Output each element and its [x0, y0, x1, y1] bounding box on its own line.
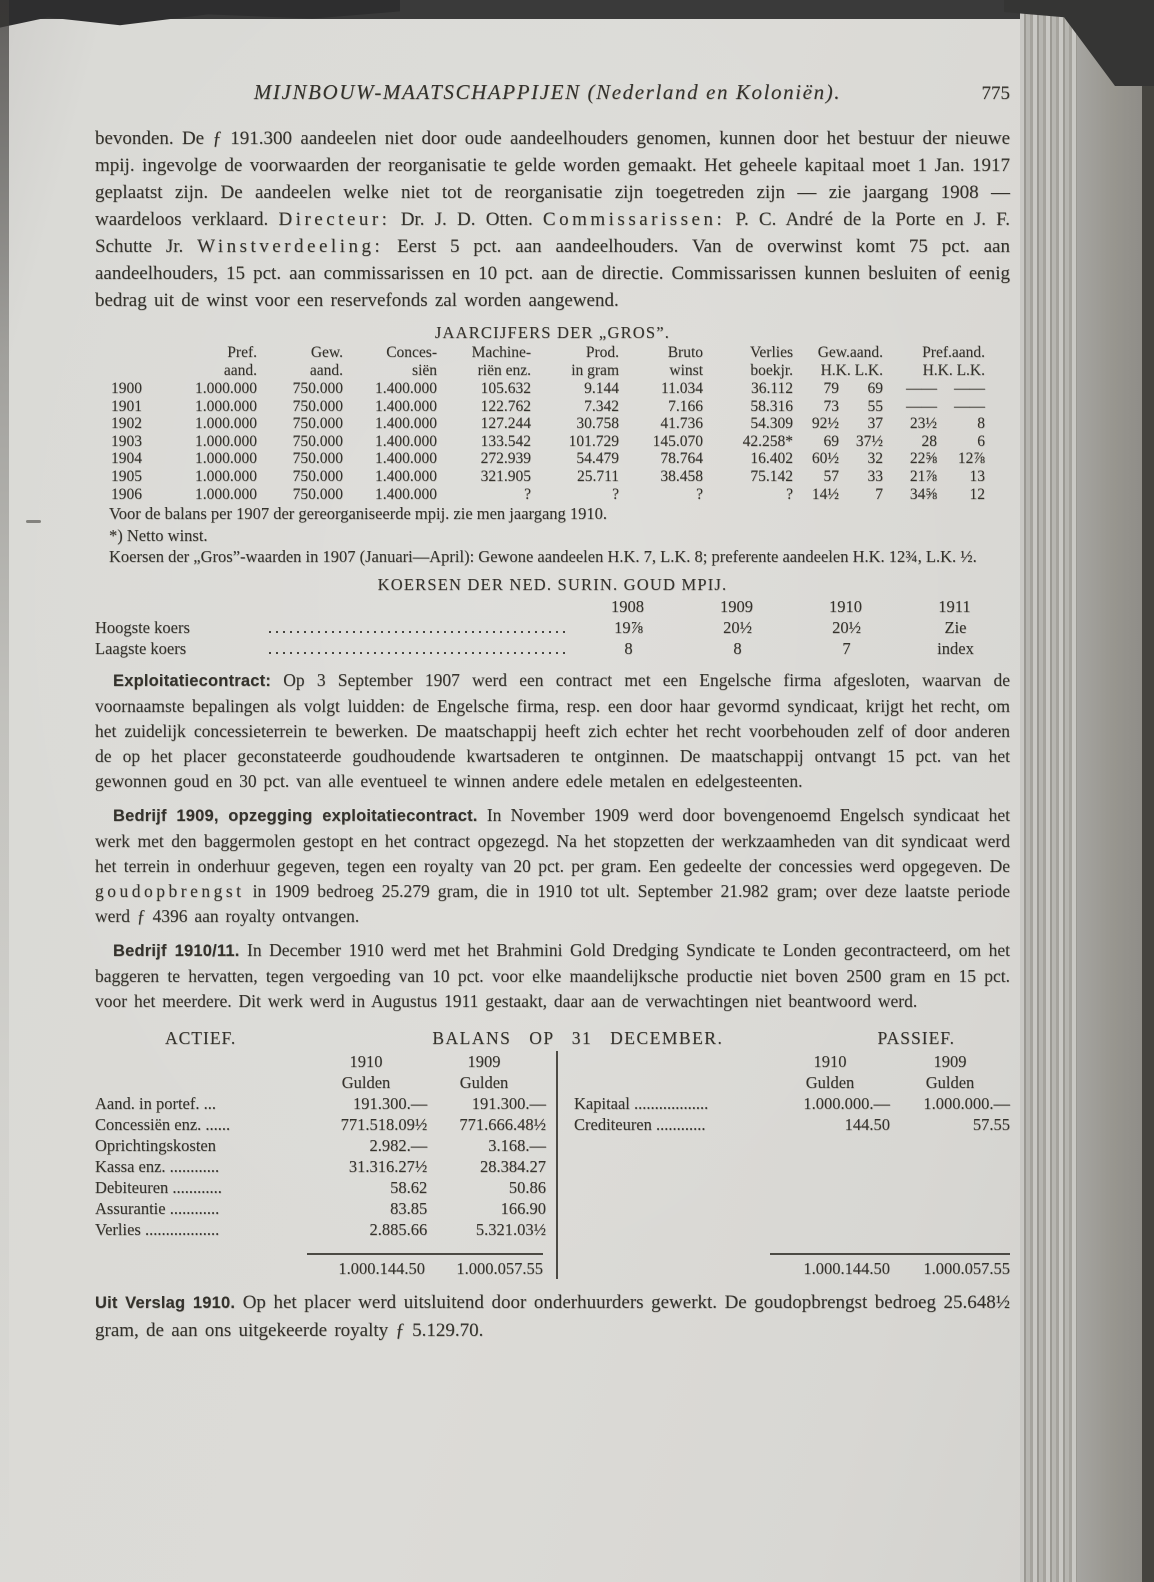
passief-year-1909: 1909: [933, 1051, 967, 1071]
table-row: 1904 1.000.000 750.000 1.400.000 272.939 54.479 78.764 16.402 60½ 32 22⅝ 12⅞: [111, 450, 985, 468]
jaarcijfers-section: [95, 322, 1010, 568]
note-netto-winst: *) Netto winst.: [109, 525, 208, 545]
intro-text-4: Eerst 5 pct. aan aandeelhouders. Van de overwinst komt 75 pct. aan aandeelhouders, 15 pct. aan commissarissen en 10 pct. aan de directie. Commissarissen kunnen besluiten of eenig bedrag uit de winst voor een reservefonds zal worden aangewend.: [95, 236, 1010, 311]
note-balans: Voor de balans per 1907 der gereorganiseerde mpij. zie men jaargang 1910.: [109, 504, 608, 524]
page-header: [95, 80, 1010, 105]
table-row: Kapitaal .................. 1.000.000.— 1.000.000.—: [574, 1093, 1010, 1113]
page-edge-flat: [1077, 0, 1143, 1582]
page-edge-dark: [1142, 0, 1154, 1582]
balans-body: [95, 1051, 1010, 1279]
table-row: Debiteuren ............ 58.62 50.86: [95, 1177, 546, 1197]
exploitatiecontract-label: Exploitatiecontract:: [113, 671, 272, 690]
koersen-row-hoogste: Hoogste koers 19⅞ 20½ 20½ Zie: [95, 617, 967, 637]
koersen-section: [95, 574, 1010, 659]
balans-header: [95, 1028, 1010, 1049]
year-1910: 1910: [829, 596, 862, 616]
table-row: 1902 1.000.000 750.000 1.400.000 127.244 30.758 41.736 54.309 92½ 37 23½ 8: [111, 415, 985, 433]
table-row: Oprichtingskosten 2.982.— 3.168.—: [95, 1135, 546, 1155]
actief-column: [95, 1051, 558, 1279]
col-machine: Machine-: [471, 344, 531, 361]
table-row: Kassa enz. ............ 31.316.27½ 28.384.27: [95, 1156, 546, 1176]
col-pref-aand: Pref.aand.: [922, 344, 985, 361]
goudopbrengst-spaced: goudopbrengst: [95, 880, 245, 901]
passief-total-row: 1.000.144.50 1.000.057.55: [574, 1253, 1010, 1279]
directeur-label: Directeur:: [278, 209, 391, 230]
col-verlies: Verlies: [749, 344, 793, 361]
book-page-edges: [1020, 0, 1154, 1582]
currency-label: Gulden: [341, 1072, 391, 1092]
bedrijf-1909-label: Bedrijf 1909, opzegging exploitatiecontract.: [113, 806, 478, 825]
actief-table: [95, 1093, 546, 1240]
jaarcijfers-table: [109, 344, 989, 503]
passief-table: [574, 1093, 1010, 1135]
section-bedrijf-1910-11: Bedrijf 1910/11. In December 1910 werd met het Brahmini Gold Dredging Syndicate te Londen gecontracteerd, om het baggeren te hervatten, tegen vergoeding van 10 pct. voor elke maandelijksche productie niet boven 2500 gram en 15 pct. voor het meerdere. Dit werk werd in Augustus 1911 gestaakt, daar aan de verwachtingen niet beantwoord werd.: [95, 939, 1010, 1011]
col-gew-aand: Gew.aand.: [817, 344, 883, 361]
balans-section: [95, 1028, 1010, 1279]
intro-text-3: P. C. André de la Porte en J. F. Schutte Jr.: [95, 209, 1010, 257]
year-1908: 1908: [611, 596, 644, 616]
col-pref: Pref.: [227, 344, 257, 361]
scan-corner-blotch: [0, 0, 400, 30]
page-edge-stripes: [1020, 0, 1080, 1582]
intro-text-2: Dr. J. D. Otten.: [390, 209, 543, 230]
table-row: Concessiën enz. ...... 771.518.09½ 771.666.48½: [95, 1114, 546, 1134]
winstverdeeling-label: Winstverdeeling:: [197, 236, 384, 257]
jaarcijfers-title: JAARCIJFERS DER „GROS”.: [434, 323, 671, 342]
table-row: 1905 1.000.000 750.000 1.400.000 321.905 25.711 38.458 75.142 57 33 21⅞ 13: [111, 467, 985, 485]
passief-label: PASSIEF.: [877, 1027, 955, 1048]
balans-title: BALANS OP 31 DECEMBER.: [432, 1027, 724, 1048]
table-row: 1900 1.000.000 750.000 1.400.000 105.632 9.144 11.034 36.112 79 69 —— ——: [111, 380, 985, 397]
uit-verslag-label: Uit Verslag 1910.: [95, 1293, 236, 1312]
intro-paragraph: [95, 125, 1010, 314]
section-exploitatiecontract: Exploitatiecontract: Op 3 September 1907 werd een contract met een Engelsche firma afgesloten, waarvan de voornaamste bepalingen als volgt luidden: de Engelsche firma, resp. een door haar gevormd syndicaat, krijgt het recht, om het zuidelijk concessieterrein te bewerken. De maatschappij heeft zich echter het recht voorbehouden zelf of door anderen de op het placer geconstateerde goudhoudende kwartsaderen te ontginnen. De maatschappij ontvangt 15 pct. van het gewonnen goud en 30 pct. van alle eventueel te winnen andere edele metalen en edelgesteenten.: [95, 669, 1010, 791]
actief-label: ACTIEF.: [165, 1027, 237, 1048]
year-1909: 1909: [720, 596, 753, 616]
koersen-title: KOERSEN DER NED. SURIN. GOUD MPIJ.: [377, 574, 728, 594]
table-row: Crediteuren ............ 144.50 57.55: [574, 1114, 1010, 1134]
actief-total-row: 1.000.144.50 1.000.057.55: [95, 1253, 546, 1279]
col-prod: Prod.: [585, 344, 619, 361]
page-number: 775: [981, 83, 1010, 104]
intro-text-1: bevonden. De ƒ 191.300 aandeelen niet door oude aandeelhouders genomen, kunnen door het bestuur der nieuwe mpij. ingevolge de voorwaarden der reorganisatie te gelde worden gemaakt. Het geheele kapitaal moet 1 Jan. 1917 geplaatst zijn. De aandeelen welke niet tot de reorganisatie zijn toegetreden zijn — zie jaargang 1908 — waardeloos verklaard.: [95, 128, 1010, 230]
table-row: 1903 1.000.000 750.000 1.400.000 133.542 101.729 145.070 42.258* 69 37½ 28 6: [111, 432, 985, 450]
table-row: 1901 1.000.000 750.000 1.400.000 122.762 7.342 7.166 58.316 73 55 —— ——: [111, 397, 985, 415]
col-gew: Gew.: [310, 344, 343, 361]
currency-label: Gulden: [805, 1072, 855, 1092]
dotted-leader: [269, 630, 568, 633]
section-uit-verslag-1910: Uit Verslag 1910. Op het placer werd uitsluitend door onderhuurders gewerkt. De goudopbrengst bedroeg 25.648½ gram, de aan ons uitgekeerde royalty ƒ 5.129.70.: [95, 1291, 1010, 1341]
col-conces: Conces-: [386, 344, 437, 361]
col-bruto: Bruto: [667, 344, 703, 361]
table-row: Aand. in portef. ... 191.300.— 191.300.—: [95, 1093, 546, 1113]
jaarcijfers-header: Pref. Gew. Conces- Machine- Prod. Bruto Verlies Gew.aand. Pref.aand. aand. aand. siën riën enz. in gram winst boekjr. H.K. L.K. H.K. L.K.: [109, 344, 989, 380]
actief-year-1909: 1909: [467, 1051, 501, 1071]
year-1911: 1911: [938, 596, 971, 616]
section-bedrijf-1909: Bedrijf 1909, opzegging exploitatiecontract. In November 1909 werd door bovengenoemd Engelsch syndicaat het werk met den baggermolen gestopt en het contract opgezegd. Na het stopzetten der werkzaamheden van dit syndicaat werd het terrein in onderhuur gegeven, tegen een royalty van 20 pct. per gram. Een gedeelte der concessies werd opgegeven. De goudopbrengst in 1909 bedroeg 25.279 gram, die in 1910 tot ult. September 21.982 gram; over deze laatste periode werd ƒ 4396 aan royalty ontvangen.: [95, 804, 1011, 926]
note-koersen-1907: Koersen der „Gros”-waarden in 1907 (Januari—April): Gewone aandeelen H.K. 7, L.K. 8; preferente aandeelen H.K. 12¾, L.K. ½.: [109, 547, 977, 567]
currency-label: Gulden: [459, 1072, 509, 1092]
passief-year-1910: 1910: [813, 1051, 847, 1071]
page-title: MIJNBOUW-MAATSCHAPPIJEN (Nederland en Koloniën).: [253, 80, 842, 104]
table-row: 1906 1.000.000 750.000 1.400.000 ? ? ? ? 14½ 7 34⅝ 12: [111, 485, 985, 503]
currency-label: Gulden: [925, 1072, 975, 1092]
table-row: Assurantie ............ 83.85 166.90: [95, 1198, 546, 1218]
koersen-year-header: [95, 596, 1010, 617]
table-row: Verlies .................. 2.885.66 5.321.03½: [95, 1219, 546, 1239]
passief-column: [558, 1051, 1010, 1279]
koersen-row-laagste: Laagste koers 8 8 7 index: [95, 638, 974, 658]
bedrijf-1910-label: Bedrijf 1910/11.: [113, 941, 240, 960]
commissarissen-label: Commissarissen:: [542, 209, 726, 230]
margin-mark: [26, 520, 41, 523]
dotted-leader: [269, 651, 568, 654]
page-content: [95, 80, 1010, 1344]
jaarcijfers-rows: [109, 380, 989, 503]
actief-year-1910: 1910: [349, 1051, 383, 1071]
scan-left-edge: [0, 0, 9, 1582]
